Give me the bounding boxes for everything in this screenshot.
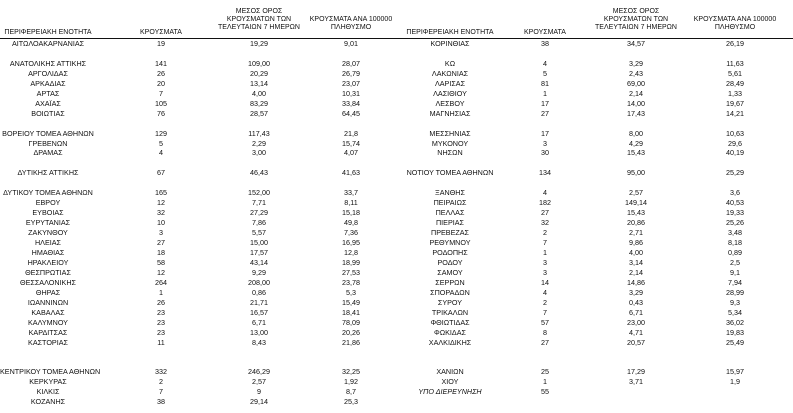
avg7-value: 208,00 — [248, 277, 270, 287]
cases-value: 18 — [157, 247, 165, 257]
per100k-value: 12,8 — [344, 247, 358, 257]
cases-value: 3 — [543, 267, 547, 277]
cases-value: 67 — [157, 168, 165, 178]
region-name: ΚΩ — [444, 58, 456, 68]
per100k-value: 25,29 — [726, 168, 744, 178]
region-name: ΘΗΡΑΣ — [35, 287, 61, 297]
region-name: ΧΑΛΚΙΔΙΚΗΣ — [428, 337, 472, 347]
per100k-value: 10,31 — [342, 88, 360, 98]
region-name: ΒΟΙΩΤΙΑΣ — [31, 108, 65, 118]
cases-value: 165 — [155, 188, 167, 198]
per100k-value: 23,78 — [342, 277, 360, 287]
region-name: ΧΑΝΙΩΝ — [436, 367, 464, 377]
region-name: ΜΕΣΣΗΝΙΑΣ — [429, 128, 471, 138]
per100k-value: 49,8 — [344, 218, 358, 228]
avg7-value: 246,29 — [248, 367, 270, 377]
avg7-value: 4,29 — [629, 138, 643, 148]
cases-value: 7 — [159, 387, 163, 397]
cases-value: 76 — [157, 108, 165, 118]
cases-value: 58 — [157, 257, 165, 267]
avg7-value: 9,29 — [252, 267, 266, 277]
table-row — [0, 258, 793, 268]
region-name: ΞΑΝΘΗΣ — [435, 188, 465, 198]
region-name: ΛΑΣΙΘΙΟΥ — [433, 88, 467, 98]
per100k-value: 27,53 — [342, 267, 360, 277]
per100k-value: 41,63 — [342, 168, 360, 178]
region-name: ΣΥΡΟΥ — [437, 297, 463, 307]
cases-value: 141 — [155, 58, 167, 68]
avg7-value: 6,71 — [629, 307, 643, 317]
region-name: ΣΕΡΡΩΝ — [435, 277, 465, 287]
region-name: ΔΡΑΜΑΣ — [33, 148, 63, 158]
avg7-value: 83,29 — [250, 98, 268, 108]
region-name: ΗΡΑΚΛΕΙΟΥ — [27, 257, 69, 267]
avg7-value: 20,29 — [250, 68, 268, 78]
region-name: ΓΡΕΒΕΝΩΝ — [28, 138, 68, 148]
per100k-value: 9,3 — [730, 297, 740, 307]
cases-value: 2 — [159, 377, 163, 387]
region-name: ΣΠΟΡΑΔΩΝ — [430, 287, 470, 297]
table-row — [0, 367, 793, 377]
per100k-value: 9,01 — [344, 39, 358, 48]
region-name: ΑΡΓΟΛΙΔΑΣ — [28, 68, 68, 78]
per100k-value: 15,74 — [342, 138, 360, 148]
cases-value: 17 — [541, 98, 549, 108]
per100k-value: 25,26 — [726, 218, 744, 228]
region-name: ΥΠΟ ΔΙΕΡΕΥΝΗΣΗ — [418, 387, 482, 397]
cases-value: 23 — [157, 327, 165, 337]
per100k-value: 15,97 — [726, 367, 744, 377]
region-name: ΔΥΤΙΚΗΣ ΑΤΤΙΚΗΣ — [17, 168, 79, 178]
cases-value: 27 — [541, 108, 549, 118]
table-row — [0, 278, 793, 288]
per100k-value: 23,07 — [342, 78, 360, 88]
region-name: ΝΗΣΩΝ — [437, 148, 463, 158]
avg7-value: 19,29 — [250, 39, 268, 48]
avg7-value: 8,43 — [252, 337, 266, 347]
cases-value: 26 — [157, 297, 165, 307]
table-row — [0, 377, 793, 387]
region-name: ΣΑΜΟΥ — [437, 267, 463, 277]
region-name: ΜΑΓΝΗΣΙΑΣ — [429, 108, 471, 118]
cases-value: 27 — [541, 337, 549, 347]
header-region-right: ΠΕΡΙΦΕΡΕΙΑΚΗ ΕΝΟΤΗΤΑ — [406, 29, 494, 36]
cases-value: 38 — [157, 397, 165, 407]
cases-value: 105 — [155, 98, 167, 108]
header-per100k-right: ΚΡΟΥΣΜΑΤΑ ΑΝΑ 100000 ΠΛΗΘΥΣΜΟ — [693, 16, 777, 31]
avg7-value: 95,00 — [627, 168, 645, 178]
table-row — [0, 238, 793, 248]
table-row — [0, 39, 793, 49]
cases-value: 3 — [543, 138, 547, 148]
per100k-value: 40,53 — [726, 198, 744, 208]
region-name: ΖΑΚΥΝΘΟΥ — [28, 228, 68, 238]
cases-value: 3 — [159, 228, 163, 238]
cases-value: 12 — [157, 267, 165, 277]
per100k-value: 21,8 — [344, 128, 358, 138]
cases-value: 81 — [541, 78, 549, 88]
per100k-value: 1,33 — [728, 88, 742, 98]
per100k-value: 25,3 — [344, 397, 358, 407]
header-region-left: ΠΕΡΙΦΕΡΕΙΑΚΗ ΕΝΟΤΗΤΑ — [4, 29, 92, 36]
avg7-value: 13,14 — [250, 78, 268, 88]
avg7-value: 28,57 — [250, 108, 268, 118]
region-name: ΡΟΔΟΥ — [437, 257, 463, 267]
table-row — [0, 397, 793, 407]
region-name: ΠΕΛΛΑΣ — [435, 208, 465, 218]
region-name: ΛΑΚΩΝΙΑΣ — [431, 68, 469, 78]
cases-value: 27 — [157, 238, 165, 247]
per100k-value: 20,26 — [342, 327, 360, 337]
avg7-value: 9,86 — [629, 238, 643, 247]
per100k-value: 28,49 — [726, 78, 744, 88]
avg7-value: 4,00 — [252, 88, 266, 98]
cases-value: 55 — [541, 387, 549, 397]
table-row — [0, 268, 793, 278]
per100k-value: 8,7 — [346, 387, 356, 397]
per100k-value: 15,49 — [342, 297, 360, 307]
header-avg7-right: ΜΕΣΟΣ ΟΡΟΣ ΚΡΟΥΣΜΑΤΩΝ ΤΩΝ ΤΕΛΕΥΤΑΙΩΝ 7 ΗΜΕΡΩΝ — [595, 8, 677, 31]
region-name: ΘΕΣΣΑΛΟΝΙΚΗΣ — [20, 277, 76, 287]
cases-value: 4 — [543, 58, 547, 68]
cases-value: 1 — [543, 377, 547, 387]
avg7-value: 13,00 — [250, 327, 268, 337]
cases-value: 32 — [157, 208, 165, 218]
cases-value: 19 — [157, 39, 165, 48]
per100k-value: 15,18 — [342, 208, 360, 218]
cases-value: 14 — [541, 277, 549, 287]
per100k-value: 10,63 — [726, 128, 744, 138]
cases-value: 26 — [157, 68, 165, 78]
cases-value: 1 — [543, 88, 547, 98]
region-name: ΚΑΣΤΟΡΙΑΣ — [28, 337, 68, 347]
avg7-value: 149,14 — [625, 198, 647, 208]
avg7-value: 4,71 — [629, 327, 643, 337]
per100k-value: 5,61 — [728, 68, 742, 78]
avg7-value: 7,86 — [252, 218, 266, 228]
region-name: ΑΡΚΑΔΙΑΣ — [30, 78, 66, 88]
region-name: ΚΙΛΚΙΣ — [36, 387, 60, 397]
avg7-value: 15,43 — [627, 148, 645, 158]
region-name: ΑΧΑΪΑΣ — [35, 98, 61, 108]
header-per100k-left: ΚΡΟΥΣΜΑΤΑ ΑΝΑ 100000 ΠΛΗΘΥΣΜΟ — [309, 16, 393, 31]
per100k-value: 32,25 — [342, 367, 360, 377]
avg7-value: 3,14 — [629, 257, 643, 267]
region-name: ΔΥΤΙΚΟΥ ΤΟΜΕΑ ΑΘΗΝΩΝ — [3, 188, 93, 198]
per100k-value: 8,18 — [728, 238, 742, 247]
region-name: ΕΥΒΟΙΑΣ — [32, 208, 64, 218]
per100k-value: 18,99 — [342, 257, 360, 267]
cases-value: 8 — [543, 327, 547, 337]
table-row — [0, 168, 793, 178]
per100k-value: 2,5 — [730, 257, 740, 267]
per100k-value: 1,92 — [344, 377, 358, 387]
region-name: ΙΩΑΝΝΙΝΩΝ — [27, 297, 69, 307]
avg7-value: 4,00 — [629, 247, 643, 257]
avg7-value: 29,14 — [250, 397, 268, 407]
avg7-value: 20,86 — [627, 218, 645, 228]
cases-value: 4 — [543, 287, 547, 297]
per100k-value: 7,36 — [344, 228, 358, 238]
avg7-value: 8,00 — [629, 128, 643, 138]
per100k-value: 4,07 — [344, 148, 358, 158]
per100k-value: 18,41 — [342, 307, 360, 317]
avg7-value: 2,71 — [629, 228, 643, 238]
region-name: ΚΑΒΑΛΑΣ — [31, 307, 65, 317]
avg7-value: 109,00 — [248, 58, 270, 68]
per100k-value: 19,67 — [726, 98, 744, 108]
region-name: ΑΡΤΑΣ — [36, 88, 60, 98]
per100k-value: 40,19 — [726, 148, 744, 158]
per100k-value: 3,48 — [728, 228, 742, 238]
avg7-value: 2,57 — [252, 377, 266, 387]
table-row — [0, 69, 793, 79]
avg7-value: 9 — [257, 387, 261, 397]
region-name: ΧΙΟΥ — [441, 377, 459, 387]
cases-value: 38 — [541, 39, 549, 48]
table-row — [0, 298, 793, 308]
per100k-value: 21,86 — [342, 337, 360, 347]
table-row — [0, 338, 793, 348]
table-row — [0, 288, 793, 298]
avg7-value: 43,14 — [250, 257, 268, 267]
per100k-value: 5,34 — [728, 307, 742, 317]
cases-value: 3 — [543, 257, 547, 267]
region-name: ΑΝΑΤΟΛΙΚΗΣ ΑΤΤΙΚΗΣ — [9, 58, 87, 68]
region-name: ΗΛΕΙΑΣ — [34, 238, 62, 247]
per100k-value: 26,19 — [726, 39, 744, 48]
table-row — [0, 79, 793, 89]
region-name: ΜΥΚΟΝΟΥ — [431, 138, 469, 148]
per100k-value: 36,02 — [726, 317, 744, 327]
avg7-value: 3,00 — [252, 148, 266, 158]
table-row — [0, 139, 793, 149]
avg7-value: 27,29 — [250, 208, 268, 218]
table-row — [0, 228, 793, 238]
avg7-value: 15,00 — [250, 238, 268, 247]
cases-value: 332 — [155, 367, 167, 377]
cases-value: 23 — [157, 307, 165, 317]
avg7-value: 0,43 — [629, 297, 643, 307]
cases-value: 27 — [541, 208, 549, 218]
table-row — [0, 188, 793, 198]
table-row — [0, 59, 793, 69]
per100k-value: 19,33 — [726, 208, 744, 218]
per100k-value: 8,11 — [344, 198, 358, 208]
region-name: ΦΘΙΩΤΙΔΑΣ — [430, 317, 470, 327]
table-row — [0, 218, 793, 228]
cases-value: 12 — [157, 198, 165, 208]
per100k-value: 25,49 — [726, 337, 744, 347]
table-row — [0, 328, 793, 338]
avg7-value: 3,29 — [629, 58, 643, 68]
avg7-value: 14,00 — [627, 98, 645, 108]
per100k-value: 78,09 — [342, 317, 360, 327]
table-row — [0, 387, 793, 397]
per100k-value: 64,45 — [342, 108, 360, 118]
avg7-value: 17,43 — [627, 108, 645, 118]
per100k-value: 16,95 — [342, 238, 360, 247]
avg7-value: 15,43 — [627, 208, 645, 218]
avg7-value: 2,14 — [629, 267, 643, 277]
avg7-value: 2,43 — [629, 68, 643, 78]
table-row — [0, 308, 793, 318]
region-name: ΒΟΡΕΙΟΥ ΤΟΜΕΑ ΑΘΗΝΩΝ — [2, 128, 94, 138]
header-cases-left: ΚΡΟΥΣΜΑΤΑ — [140, 29, 182, 36]
per100k-value: 0,89 — [728, 247, 742, 257]
avg7-value: 2,14 — [629, 88, 643, 98]
cases-value: 129 — [155, 128, 167, 138]
region-name: ΡΟΔΟΠΗΣ — [432, 247, 468, 257]
region-name: ΛΕΣΒΟΥ — [435, 98, 465, 108]
cases-value: 2 — [543, 228, 547, 238]
table-row — [0, 318, 793, 328]
avg7-value: 2,57 — [629, 188, 643, 198]
avg7-value: 3,29 — [629, 287, 643, 297]
avg7-value: 34,57 — [627, 39, 645, 48]
cases-value: 182 — [539, 198, 551, 208]
table-row — [0, 89, 793, 99]
region-name: ΠΕΙΡΑΙΩΣ — [433, 198, 467, 208]
per100k-value: 9,1 — [730, 267, 740, 277]
avg7-value: 117,43 — [248, 128, 270, 138]
cases-value: 264 — [155, 277, 167, 287]
per100k-value: 14,21 — [726, 108, 744, 118]
table-row — [0, 148, 793, 158]
per100k-value: 29,6 — [728, 138, 742, 148]
per100k-value: 33,7 — [344, 188, 358, 198]
per100k-value: 1,9 — [730, 377, 740, 387]
table-row — [0, 248, 793, 258]
per100k-value: 19,83 — [726, 327, 744, 337]
region-name: ΦΩΚΙΔΑΣ — [434, 327, 466, 337]
region-name: ΚΟΖΑΝΗΣ — [30, 397, 66, 407]
per100k-value: 26,79 — [342, 68, 360, 78]
cases-value: 25 — [541, 367, 549, 377]
cases-value: 1 — [543, 247, 547, 257]
avg7-value: 16,57 — [250, 307, 268, 317]
cases-value: 10 — [157, 218, 165, 228]
region-name: ΠΙΕΡΙΑΣ — [435, 218, 464, 228]
cases-value: 7 — [159, 88, 163, 98]
region-name: ΚΟΡΙΝΘΙΑΣ — [430, 39, 470, 48]
avg7-value: 3,71 — [629, 377, 643, 387]
per100k-value: 28,07 — [342, 58, 360, 68]
avg7-value: 152,00 — [248, 188, 270, 198]
cases-value: 17 — [541, 128, 549, 138]
cases-value: 5 — [159, 138, 163, 148]
table-row — [0, 99, 793, 109]
header-cases-right: ΚΡΟΥΣΜΑΤΑ — [524, 29, 566, 36]
region-name: ΕΥΡΥΤΑΝΙΑΣ — [25, 218, 71, 228]
cases-value: 1 — [159, 287, 163, 297]
table-row — [0, 208, 793, 218]
cases-value: 5 — [543, 68, 547, 78]
cases-value: 2 — [543, 297, 547, 307]
table-row — [0, 109, 793, 119]
cases-value: 20 — [157, 78, 165, 88]
cases-value: 7 — [543, 238, 547, 247]
cases-value: 30 — [541, 148, 549, 158]
region-name: ΘΕΣΠΡΩΤΙΑΣ — [25, 267, 71, 277]
per100k-value: 28,99 — [726, 287, 744, 297]
cases-value: 11 — [157, 337, 165, 347]
cases-value: 57 — [541, 317, 549, 327]
region-name: ΛΑΡΙΣΑΣ — [434, 78, 466, 88]
region-name: ΚΑΛΥΜΝΟΥ — [28, 317, 68, 327]
region-name: ΚΑΡΔΙΤΣΑΣ — [28, 327, 68, 337]
per100k-value: 33,84 — [342, 98, 360, 108]
region-name: ΝΟΤΙΟΥ ΤΟΜΕΑ ΑΘΗΝΩΝ — [406, 168, 494, 178]
avg7-value: 6,71 — [252, 317, 266, 327]
per100k-value: 11,63 — [726, 58, 744, 68]
per100k-value: 5,3 — [346, 287, 356, 297]
avg7-value: 0,86 — [252, 287, 266, 297]
per100k-value: 7,94 — [728, 277, 742, 287]
avg7-value: 17,57 — [250, 247, 268, 257]
avg7-value: 7,71 — [252, 198, 266, 208]
region-name: ΗΜΑΘΙΑΣ — [31, 247, 65, 257]
region-name: ΠΡΕΒΕΖΑΣ — [431, 228, 469, 238]
avg7-value: 20,57 — [627, 337, 645, 347]
avg7-value: 2,29 — [252, 138, 266, 148]
per100k-value: 3,6 — [730, 188, 740, 198]
region-name: ΡΕΘΥΜΝΟΥ — [429, 238, 471, 247]
avg7-value: 23,00 — [627, 317, 645, 327]
table-row — [0, 198, 793, 208]
cases-value: 7 — [543, 307, 547, 317]
cases-value: 32 — [541, 218, 549, 228]
region-name: ΑΙΤΩΛΟΑΚΑΡΝΑΝΙΑΣ — [11, 39, 85, 48]
table-row — [0, 129, 793, 139]
cases-value: 134 — [539, 168, 551, 178]
region-name: ΚΕΝΤΡΙΚΟΥ ΤΟΜΕΑ ΑΘΗΝΩΝ — [0, 367, 101, 377]
avg7-value: 14,86 — [627, 277, 645, 287]
avg7-value: 17,29 — [627, 367, 645, 377]
header-avg7-left: ΜΕΣΟΣ ΟΡΟΣ ΚΡΟΥΣΜΑΤΩΝ ΤΩΝ ΤΕΛΕΥΤΑΙΩΝ 7 ΗΜΕΡΩΝ — [218, 8, 300, 31]
cases-value: 4 — [159, 148, 163, 158]
cases-value: 4 — [543, 188, 547, 198]
cases-value: 23 — [157, 317, 165, 327]
region-name: ΤΡΙΚΑΛΩΝ — [431, 307, 469, 317]
region-name: ΚΕΡΚΥΡΑΣ — [29, 377, 67, 387]
avg7-value: 46,43 — [250, 168, 268, 178]
region-name: ΕΒΡΟΥ — [35, 198, 61, 208]
avg7-value: 69,00 — [627, 78, 645, 88]
avg7-value: 21,71 — [250, 297, 268, 307]
avg7-value: 5,57 — [252, 228, 266, 238]
